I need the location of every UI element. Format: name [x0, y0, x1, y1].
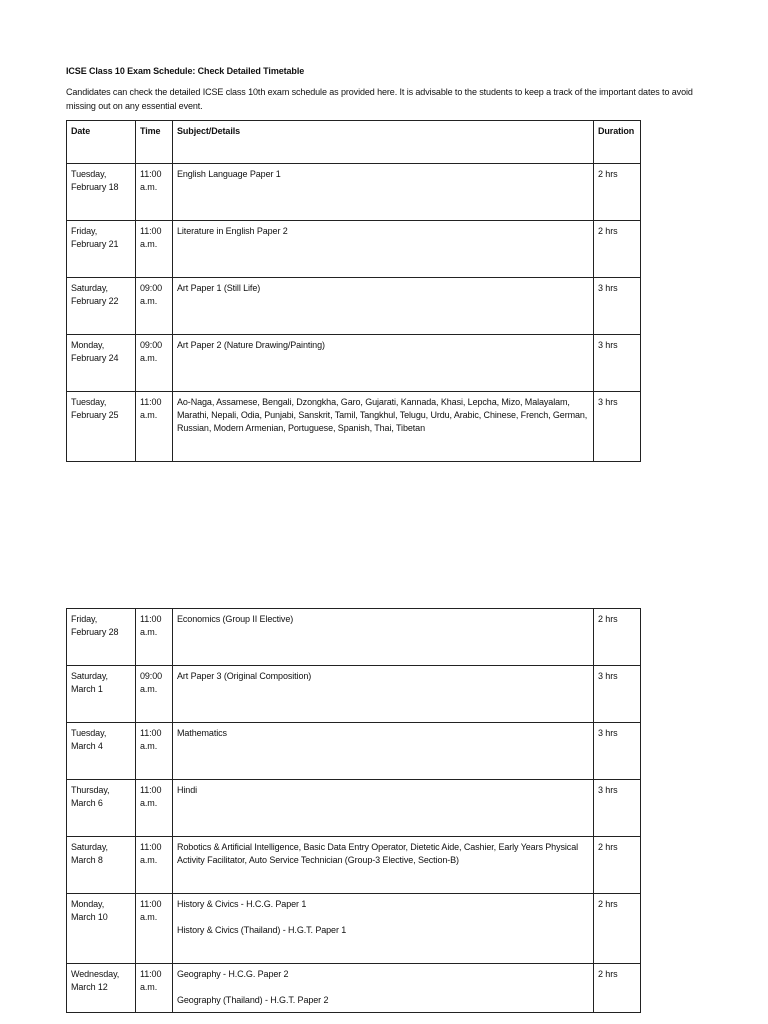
subject-text: Mathematics	[177, 728, 227, 738]
table-row	[67, 780, 641, 837]
time-cell: 11:00 a.m.	[136, 780, 173, 837]
duration-cell: 3 hrs	[594, 723, 641, 780]
date-cell: Saturday, March 1	[67, 666, 136, 723]
time-cell: 09:00 a.m.	[136, 666, 173, 723]
duration-cell: 2 hrs	[594, 609, 641, 666]
table-row	[67, 666, 641, 723]
time-cell: 09:00 a.m.	[136, 278, 173, 335]
table-row	[67, 278, 641, 335]
duration-cell: 3 hrs	[594, 666, 641, 723]
subject-cell	[173, 666, 594, 723]
subject-text: Literature in English Paper 2	[177, 226, 288, 236]
date-cell: Wednesday, March 12	[67, 964, 136, 1013]
subject-cell	[173, 780, 594, 837]
intro-paragraph: Candidates can check the detailed ICSE class 10th exam schedule as provided here. It is advisable to the students to keep a track of the important dates to avoid missing out on any essential event.	[66, 87, 693, 111]
header-duration: Duration	[594, 121, 641, 164]
time-cell: 09:00 a.m.	[136, 335, 173, 392]
page-title: ICSE Class 10 Exam Schedule: Check Detailed Timetable	[66, 66, 305, 76]
table-row	[67, 723, 641, 780]
duration-cell: 2 hrs	[594, 964, 641, 1013]
table-row	[67, 221, 641, 278]
date-cell: Monday, March 10	[67, 894, 136, 964]
duration-cell: 3 hrs	[594, 278, 641, 335]
duration-cell: 2 hrs	[594, 221, 641, 278]
table-row	[67, 335, 641, 392]
subject-text: History & Civics (Thailand) - H.G.T. Paper 1	[177, 925, 347, 935]
duration-cell: 3 hrs	[594, 335, 641, 392]
date-cell: Saturday, March 8	[67, 837, 136, 894]
time-cell: 11:00 a.m.	[136, 392, 173, 462]
duration-cell: 2 hrs	[594, 164, 641, 221]
table-header-row	[67, 121, 641, 164]
subject-cell	[173, 392, 594, 462]
schedule-table-continued	[66, 608, 641, 1013]
subject-cell	[173, 278, 594, 335]
date-cell: Friday, February 21	[67, 221, 136, 278]
subject-cell	[173, 723, 594, 780]
date-cell: Thursday, March 6	[67, 780, 136, 837]
duration-cell: 2 hrs	[594, 894, 641, 964]
subject-cell	[173, 164, 594, 221]
table-row	[67, 392, 641, 462]
table-row	[67, 964, 641, 1013]
table-row	[67, 837, 641, 894]
subject-cell	[173, 335, 594, 392]
table-row	[67, 894, 641, 964]
time-cell: 11:00 a.m.	[136, 964, 173, 1013]
duration-cell: 3 hrs	[594, 392, 641, 462]
header-subject: Subject/Details	[173, 121, 594, 164]
subject-cell	[173, 964, 594, 1013]
subject-cell	[173, 221, 594, 278]
duration-cell: 3 hrs	[594, 780, 641, 837]
time-cell: 11:00 a.m.	[136, 221, 173, 278]
schedule-table	[66, 120, 641, 462]
duration-cell: 2 hrs	[594, 837, 641, 894]
subject-text: Geography - H.C.G. Paper 2	[177, 969, 289, 979]
subject-cell	[173, 609, 594, 666]
subject-text: Geography (Thailand) - H.G.T. Paper 2	[177, 995, 329, 1005]
date-cell: Monday, February 24	[67, 335, 136, 392]
time-cell: 11:00 a.m.	[136, 837, 173, 894]
date-cell: Tuesday, March 4	[67, 723, 136, 780]
table-row	[67, 609, 641, 666]
date-cell: Tuesday, February 18	[67, 164, 136, 221]
time-cell: 11:00 a.m.	[136, 894, 173, 964]
subject-text: Art Paper 1 (Still Life)	[177, 283, 261, 293]
date-cell: Saturday, February 22	[67, 278, 136, 335]
subject-text: Economics (Group II Elective)	[177, 614, 294, 624]
date-cell: Friday, February 28	[67, 609, 136, 666]
time-cell: 11:00 a.m.	[136, 609, 173, 666]
subject-cell	[173, 894, 594, 964]
subject-text: Art Paper 3 (Original Composition)	[177, 671, 312, 681]
subject-text: English Language Paper 1	[177, 169, 281, 179]
subject-text: History & Civics - H.C.G. Paper 1	[177, 899, 307, 909]
subject-text: Art Paper 2 (Nature Drawing/Painting)	[177, 340, 325, 350]
subject-text: Ao-Naga, Assamese, Bengali, Dzongkha, Garo, Gujarati, Kannada, Khasi, Lepcha, Mizo, Malayalam, Marathi, Nepali, Odia, Punjabi, Sanskrit, Tamil, Tangkhul, Telugu, Urdu, Arabic, Chinese, French, German, Russian, Modern Armenian, Portuguese, Spanish, Thai, Tibetan	[177, 397, 588, 433]
subject-text: Robotics & Artificial Intelligence, Basic Data Entry Operator, Dietetic Aide, Cashier, Early Years Physical Activity Facilitator, Auto Service Technician (Group-3 Elective, Section-B)	[177, 842, 578, 865]
subject-text: Hindi	[177, 785, 198, 795]
table-row	[67, 164, 641, 221]
time-cell: 11:00 a.m.	[136, 164, 173, 221]
header-time: Time	[136, 121, 173, 164]
time-cell: 11:00 a.m.	[136, 723, 173, 780]
date-cell: Tuesday, February 25	[67, 392, 136, 462]
subject-cell	[173, 837, 594, 894]
header-date: Date	[67, 121, 136, 164]
